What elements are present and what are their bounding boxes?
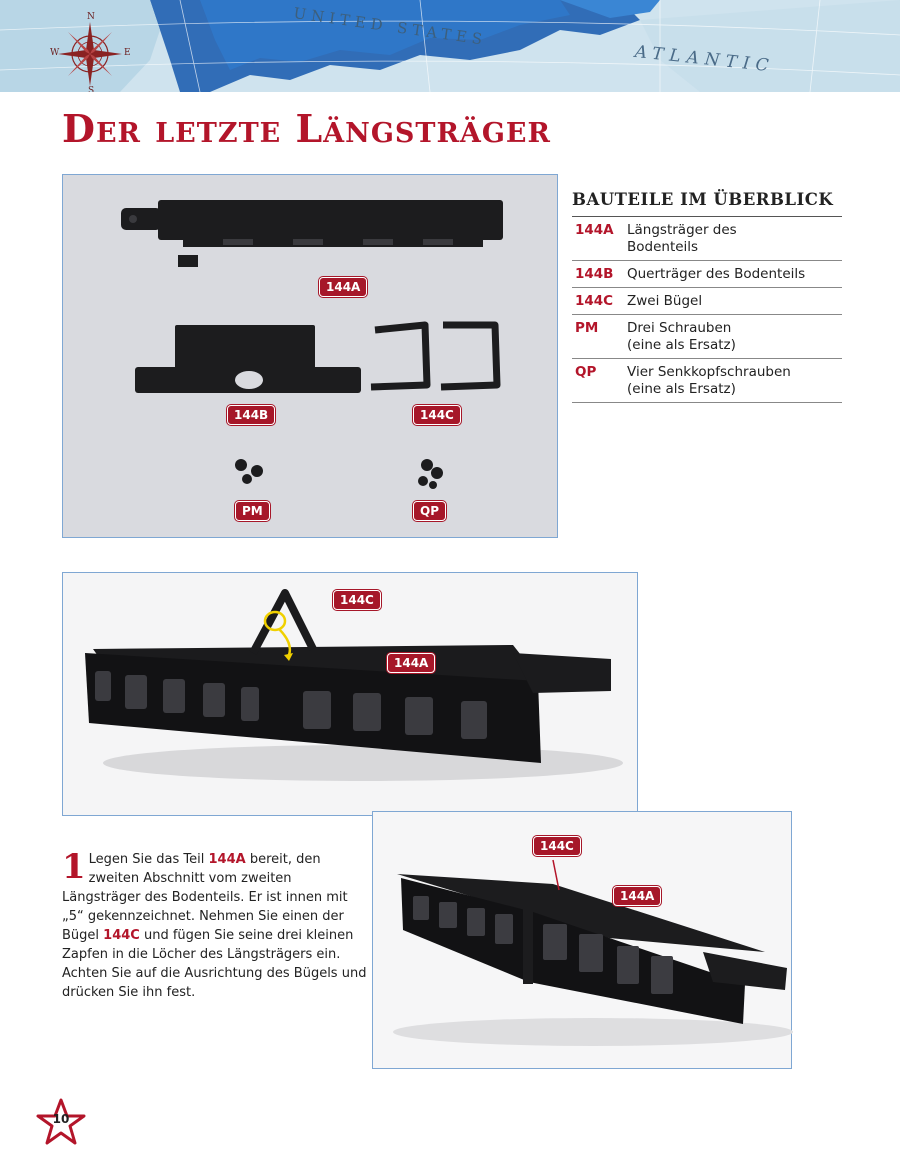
step-ref-144c: 144C [103,928,140,943]
step2-tag-144a: 144A [613,886,661,906]
compass-e: E [124,48,131,58]
part-row [572,217,842,261]
part-desc: Querträger des Bodenteils [627,266,806,282]
step-text-1: Legen Sie das Teil [88,852,209,867]
map-illustration [0,0,900,92]
parts-heading: BAUTEILE IM ÜBERBLICK [572,190,842,217]
compass-rose-icon [50,14,130,92]
step-ref-144a: 144A [208,852,246,867]
part-code: PM [575,320,599,336]
part-code: 144C [575,293,614,309]
step-photo-1 [62,572,638,816]
parts-overview [572,190,842,403]
part-row [572,288,842,315]
part-desc: Zwei Bügel [627,293,703,309]
step-text-2: bereit, den zweiten Abschnitt vom zweiten Längsträger des Bodenteils. Er ist innen mit „5“ gekennzeichnet. Nehmen Sie einen der Bügel [62,852,348,943]
map-banner [0,0,900,92]
compass-n: N [87,12,95,22]
step-text-3: und fügen Sie seine drei kleinen Zapfen in die Löcher des Längsträgers ein. Achten Sie auf die Ausrichtung des Bügels und drücken Sie ihn fest. [62,928,367,1000]
part-desc: Vier Senkkopfschrauben (eine als Ersatz) [627,364,791,397]
map-label-country: UNITED STATES [292,4,489,49]
part-code: QP [575,364,597,380]
step-photo-2 [372,811,792,1069]
part-desc: Längsträger des Bodenteils [627,222,737,255]
part-row [572,315,842,359]
tag-144c: 144C [413,405,461,425]
parts-illustration [63,175,559,539]
part-row [572,261,842,288]
step2-tag-144c: 144C [533,836,581,856]
page-number: 10 [52,1112,70,1126]
tag-pm: PM [235,501,270,521]
parts-photo [62,174,558,538]
step-number: 1 [62,847,86,887]
step1-tag-144c: 144C [333,590,381,610]
step-instruction [62,847,367,1002]
compass-s: S [88,86,95,92]
map-label-ocean: ATLANTIC [633,42,776,77]
tag-144b: 144B [227,405,275,425]
compass-w: W [50,48,60,58]
tag-144a: 144A [319,277,367,297]
tag-qp: QP [413,501,446,521]
part-desc: Drei Schrauben (eine als Ersatz) [627,320,736,353]
page-title: Der letzte Längsträger [62,106,551,151]
part-code: 144B [575,266,614,282]
beam-illustration-2 [373,812,793,1070]
part-code: 144A [575,222,614,238]
step1-tag-144a: 144A [387,653,435,673]
part-row [572,359,842,403]
